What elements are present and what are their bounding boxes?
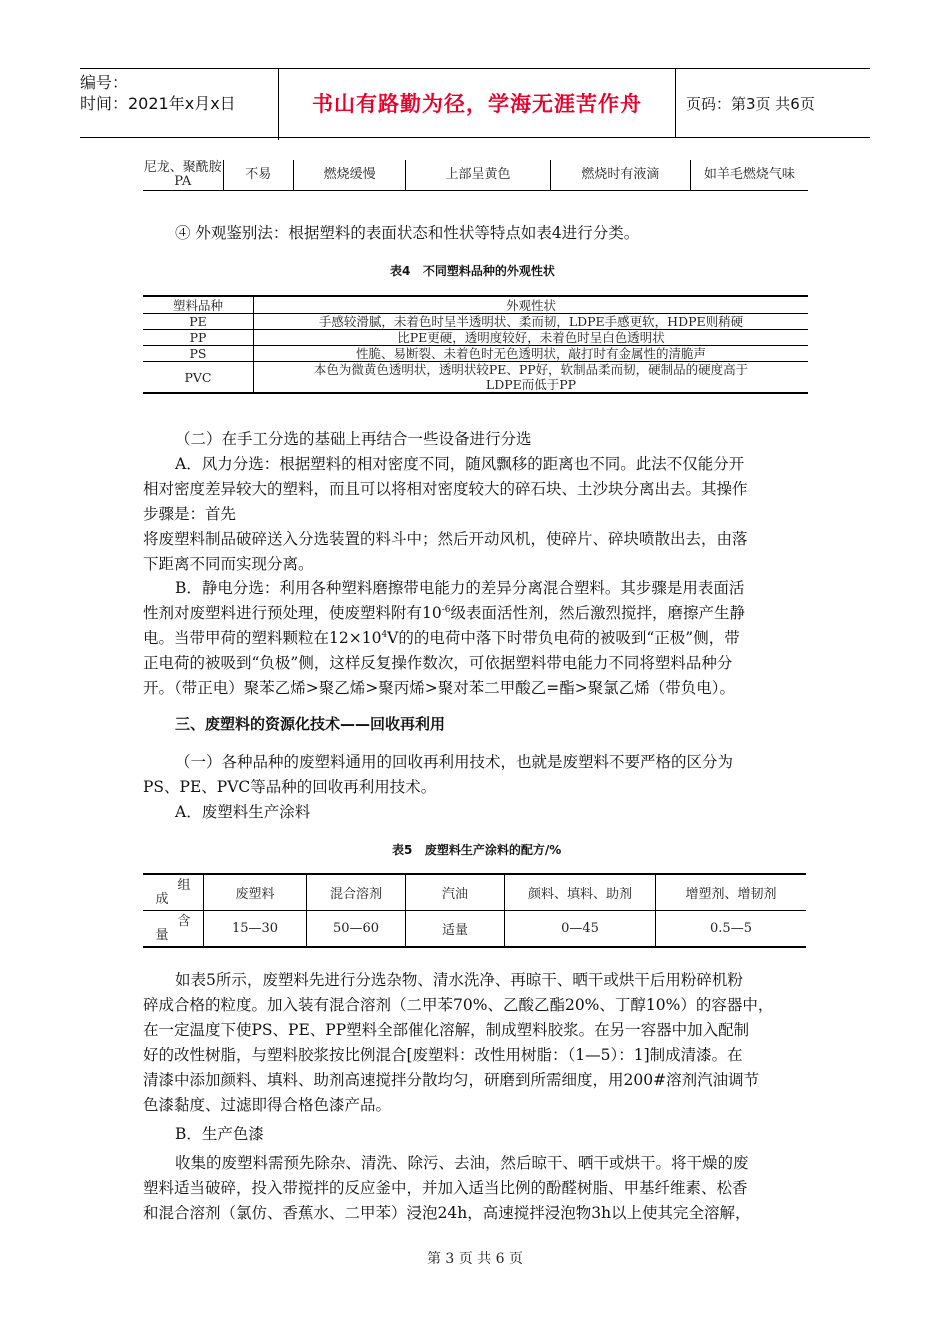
column-header: 外观性状 <box>254 296 809 314</box>
row-header-char: 量 <box>155 927 169 943</box>
header-number: 编号： <box>80 73 129 92</box>
table-cell <box>254 362 809 394</box>
caption-title: 不同塑料品种的外观性状 <box>422 264 555 278</box>
subheading-b: B．生产色漆 <box>175 1125 264 1143</box>
table-cell: PS <box>143 346 254 362</box>
paragraph-line: 色漆黏度、过滤即得合格色漆产品。 <box>143 1096 392 1114</box>
superscript: -6 <box>441 604 451 615</box>
header-page: 页码：第3页 共6页 <box>686 94 815 113</box>
cell-line: 本色为微黄色透明状，透明状较PE、PP好，软制品柔而韧，硬制品的硬度高于 <box>313 362 749 377</box>
paragraph-line: 下距离不同而实现分离。 <box>143 555 314 573</box>
paragraph-line: 塑料适当破碎，投入带搅拌的反应釜中，并加入适当比例的酚醛树脂、甲基纤维素、松香 <box>143 1179 748 1197</box>
paragraph-line <box>143 626 740 651</box>
table-cell: 如羊毛燃烧气味 <box>690 160 808 191</box>
header-meta <box>80 69 279 140</box>
table-cell: 性脆、易断裂、未着色时无色透明状，敲打时有金属性的清脆声 <box>254 346 809 362</box>
caption-title: 废塑料生产涂料的配方/% <box>424 843 562 857</box>
section2-title: （二）在手工分选的基础上再结合一些设备进行分选 <box>175 430 532 448</box>
caption-number: 表5 <box>392 843 413 857</box>
table-row <box>143 160 808 191</box>
paragraph-line: 步骤是：首先 <box>143 505 237 523</box>
column-header: 混合溶剂 <box>307 874 406 911</box>
table-cell: 比PE更硬，透明度较好，未着色时呈白色透明状 <box>254 330 809 346</box>
table5-caption <box>392 841 561 858</box>
table-row <box>143 911 806 948</box>
row-header-char: 成 <box>155 891 169 907</box>
table-cell: 手感较滑腻，未着色时呈半透明状、柔而韧，LDPE手感更软，HDPE则稍硬 <box>254 314 809 330</box>
table-row <box>143 330 808 346</box>
table-header-row <box>143 296 808 314</box>
paragraph-line: 正电荷的被吸到“负极”侧，这样反复操作数次，可依据塑料带电能力不同将塑料品种分 <box>143 654 733 672</box>
paragraph-line: A．风力分选：根据塑料的相对密度不同，随风飘移的距离也不同。此法不仅能分开 <box>175 455 745 473</box>
column-header: 颜料、填料、助剂 <box>505 874 656 911</box>
table-cell: 尼龙、聚酰胺PA <box>143 160 222 189</box>
column-header: 废塑料 <box>204 874 307 911</box>
paragraph-appearance: ④ 外观鉴别法：根据塑料的表面状态和性状等特点如表4进行分类。 <box>175 224 640 242</box>
paragraph-line: 将废塑料制品破碎送入分选装置的料斗中；然后开动风机，使碎片、碎块喷散出去，由落 <box>143 530 748 548</box>
table4-caption <box>390 262 555 279</box>
text-run: 级表面活性剂，然后激烈搅拌，磨擦产生静 <box>450 604 746 622</box>
row-header-char: 组 <box>177 877 191 893</box>
paragraph-line: 收集的废塑料需预先除杂、清洗、除污、去油，然后晾干、晒干或烘干。将干燥的废 <box>175 1154 749 1172</box>
row-header <box>143 911 204 948</box>
table-cell: 不易 <box>223 160 294 191</box>
table-cell: PE <box>143 314 254 330</box>
header-motto: 书山有路勤为径，学海无涯苦作舟 <box>279 69 676 137</box>
text-run: 性剂对废塑料进行预处理，使废塑料附有10 <box>143 604 442 622</box>
table-row <box>143 362 808 394</box>
paragraph-line: 清漆中添加颜料、填料、助剂高速搅拌分散均匀，研磨到所需细度，用200#溶剂汽油调节 <box>143 1071 760 1089</box>
table5 <box>143 873 806 948</box>
table-header-row <box>143 874 806 911</box>
table-cell: 50—60 <box>307 911 406 948</box>
table-cell: 上部呈黄色 <box>406 160 551 191</box>
paragraph-line: B．静电分选：利用各种塑料磨擦带电能力的差异分离混合塑料。其步骤是用表面活 <box>175 579 745 597</box>
column-header: 汽油 <box>406 874 505 911</box>
table-cell: PVC <box>143 362 254 394</box>
cell-line: LDPE而低于PP <box>485 377 577 392</box>
section3-title: 三、废塑料的资源化技术——回收再利用 <box>175 715 446 733</box>
table-cell: 0—45 <box>505 911 656 948</box>
table-cell: 燃烧缓慢 <box>294 160 406 191</box>
row-header <box>143 874 204 911</box>
paragraph-line: 开。（带正电）聚苯乙烯>聚乙烯>聚丙烯>聚对苯二甲酸乙=酯>聚氯乙烯（带负电）。 <box>143 679 735 697</box>
table-cell: 15—30 <box>204 911 307 948</box>
paragraph-line: 在一定温度下使PS、PE、PP塑料全部催化溶解，制成塑料胶浆。在另一容器中加入配制 <box>143 1021 750 1039</box>
table4 <box>143 295 808 394</box>
table3-continuation <box>143 160 808 191</box>
table-cell: 0.5—5 <box>710 921 752 936</box>
page-header <box>80 68 870 138</box>
column-header: 增塑剂、增韧剂 <box>656 874 807 911</box>
subheading-a: A．废塑料生产涂料 <box>175 803 311 821</box>
table-cell: PP <box>143 330 254 346</box>
paragraph-line: 和混合溶剂（氯仿、香蕉水、二甲苯）浸泡24h，高速搅拌浸泡物3h以上使其完全溶解， <box>143 1204 751 1222</box>
page-footer: 第 3 页 共 6 页 <box>426 1251 524 1267</box>
paragraph-line: 相对密度差异较大的塑料，而且可以将相对密度较大的碎石块、土沙块分离出去。其操作 <box>143 480 748 498</box>
paragraph-line: 如表5所示，废塑料先进行分选杂物、清水洗净、再晾干、晒干或烘干后用粉碎机粉 <box>175 971 743 989</box>
row-header-char: 含 <box>177 913 191 929</box>
paragraph-line: PS、PE、PVC等品种的回收再利用技术。 <box>143 778 437 796</box>
table-row <box>143 314 808 330</box>
caption-number: 表4 <box>390 264 411 278</box>
table-row <box>143 346 808 362</box>
superscript: 4 <box>381 629 388 640</box>
column-header: 塑料品种 <box>143 296 254 314</box>
paragraph-line <box>143 601 745 626</box>
table-cell: 燃烧时有液滴 <box>550 160 690 191</box>
paragraph-line: 碎成合格的粒度。加入装有混合溶剂（二甲苯70%、乙酸乙酯20%、丁醇10%）的容器中， <box>143 996 774 1014</box>
paragraph-line: （一）各种品种的废塑料通用的回收再利用技术，也就是废塑料不要严格的区分为 <box>175 753 734 771</box>
table-cell: 适量 <box>406 911 505 948</box>
header-time: 时间：2021年x月x日 <box>80 94 236 113</box>
text-run: 电。当带甲荷的塑料颗粒在12×10 <box>143 629 382 647</box>
paragraph-line: 好的改性树脂，与塑料胶浆按比例混合[废塑料：改性用树脂：（1—5）：1]制成清漆。在 <box>143 1046 743 1064</box>
text-run: V的的电荷中落下时带负电荷的被吸到“正极”侧，带 <box>387 629 740 647</box>
